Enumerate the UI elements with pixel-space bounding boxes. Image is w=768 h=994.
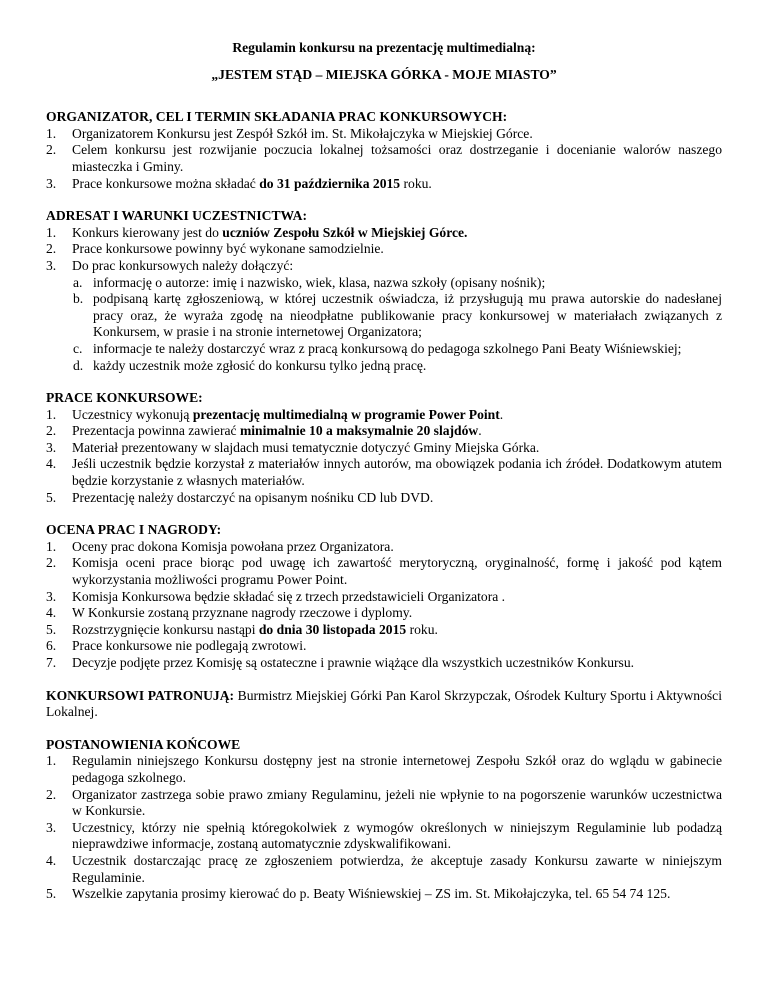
list-item	[46, 853, 722, 886]
item-number: 2.	[46, 555, 57, 571]
numbered-list	[46, 539, 722, 672]
item-number: 2.	[46, 241, 57, 257]
section-participants	[46, 208, 722, 374]
item-text: W Konkursie zostaną przyznane nagrody rzeczowe i dyplomy.	[72, 605, 413, 621]
item-number: 6.	[46, 638, 57, 654]
patrons-label: KONKURSOWI PATRONUJĄ:	[46, 687, 235, 703]
list-item	[46, 555, 722, 588]
format-requirement: prezentację multimedialną w programie Power Point	[192, 406, 500, 422]
item-text: Komisja Konkursowa będzie składać się z trzech przedstawicieli Organizatora .	[72, 588, 506, 604]
list-item	[46, 275, 722, 292]
item-letter: a.	[73, 274, 83, 290]
list-item	[46, 622, 722, 639]
section-works	[46, 390, 722, 506]
item-text: Prace konkursowe nie podlegają zwrotowi.	[72, 638, 307, 654]
list-item	[46, 225, 722, 242]
item-number: 3.	[46, 175, 57, 191]
item-number: 1.	[46, 753, 57, 769]
list-item	[46, 407, 722, 424]
list-item	[46, 341, 722, 358]
item-text: Regulamin niniejszego Konkursu dostępny jest na stronie internetowej Zespołu Szkół oraz do wglądu w gabinecie pedagoga szkolnego.	[72, 753, 722, 785]
list-item	[46, 655, 722, 672]
item-text: Prezentacja powinna zawierać	[72, 423, 240, 439]
list-item	[46, 589, 722, 606]
section-evaluation	[46, 522, 722, 671]
item-number: 2.	[46, 423, 57, 439]
list-item	[46, 126, 722, 143]
document-subtitle: „JESTEM STĄD – MIEJSKA GÓRKA - MOJE MIASTO”	[211, 66, 557, 82]
item-text: Oceny prac dokona Komisja powołana przez Organizatora.	[72, 538, 394, 554]
patrons-text: Burmistrz Miejskiej Górki Pan Karol Skrzypczak, Ośrodek Kultury Sportu i Aktywności Lokalnej.	[46, 687, 722, 720]
list-item	[46, 456, 722, 489]
item-number: 4.	[46, 456, 57, 472]
list-item	[46, 787, 722, 820]
item-text: Rozstrzygnięcie konkursu nastąpi	[72, 621, 259, 637]
section-heading: ADRESAT I WARUNKI UCZESTNICTWA:	[46, 208, 307, 224]
section-patrons	[46, 688, 722, 721]
numbered-list	[46, 407, 722, 507]
item-text: Organizator zastrzega sobie prawo zmiany Regulaminu, jeżeli nie wpłynie to na pogorszenie warunków uczestnictwa w Konkursie.	[72, 786, 722, 819]
item-number: 4.	[46, 852, 57, 868]
list-item	[46, 539, 722, 556]
item-number: 3.	[46, 588, 57, 604]
item-text: Uczestnicy, którzy nie spełnią któregokolwiek z wymogów określonych w niniejszym Regulaminie lub podadzą nieprawdziwe informacje, zostaną automatycznie zdyskwalifikowani.	[72, 819, 722, 852]
item-text: Organizatorem Konkursu jest Zespół Szkół im. St. Mikołajczyka w Miejskiej Górce.	[72, 125, 533, 141]
item-number: 4.	[46, 605, 57, 621]
list-item	[46, 440, 722, 457]
item-number: 2.	[46, 142, 57, 158]
section-heading: PRACE KONKURSOWE:	[46, 390, 203, 406]
target-audience: uczniów Zespołu Szkół w Miejskiej Górce.	[222, 224, 468, 240]
section-heading: OCENA PRAC I NAGRODY:	[46, 522, 222, 538]
list-item	[46, 638, 722, 655]
list-item	[46, 423, 722, 440]
list-item	[46, 886, 722, 903]
item-number: 5.	[46, 886, 57, 902]
list-item	[46, 490, 722, 507]
list-item	[46, 142, 722, 175]
item-number: 1.	[46, 406, 57, 422]
item-text: Celem konkursu jest rozwijanie poczucia lokalnej tożsamości oraz dostrzeganie i docenianie walorów naszego miasteczka i Gminy.	[72, 142, 722, 174]
section-heading: POSTANOWIENIA KOŃCOWE	[46, 736, 241, 752]
item-text: Konkurs kierowany jest do	[72, 224, 223, 240]
item-letter: c.	[73, 340, 83, 356]
section-organizer	[46, 109, 722, 192]
results-date: do dnia 30 listopada 2015	[258, 621, 407, 637]
item-text: Do prac konkursowych należy dołączyć:	[72, 257, 294, 273]
item-text: Komisja oceni prace biorąc pod uwagę ich zawartość merytoryczną, oryginalność, formę i jakość pod kątem wykorzystania możliwości programu Power Point.	[72, 555, 722, 588]
list-item	[46, 258, 722, 275]
numbered-list	[46, 126, 722, 192]
item-number: 1.	[46, 538, 57, 554]
item-text: roku.	[400, 175, 432, 191]
item-text: Wszelkie zapytania prosimy kierować do p. Beaty Wiśniewskiej – ZS im. St. Mikołajczyka, tel. 65 54 74 125.	[72, 886, 671, 902]
item-number: 2.	[46, 786, 57, 802]
item-text: Uczestnik dostarczając pracę ze zgłoszeniem potwierdza, że akceptuje zasady Konkursu zawarte w niniejszym Regulaminie.	[72, 852, 722, 885]
item-text: Uczestnicy wykonują	[72, 406, 193, 422]
item-number: 3.	[46, 257, 57, 273]
item-number: 5.	[46, 489, 57, 505]
section-final-provisions	[46, 737, 722, 903]
numbered-list	[46, 225, 722, 275]
item-text: Jeśli uczestnik będzie korzystał z materiałów innych autorów, ma obowiązek podania ich źródeł. Dodatkowym atutem będzie korzystanie z własnych materiałów.	[72, 456, 722, 489]
list-item	[46, 358, 722, 375]
document-title: Regulamin konkursu na prezentację multimedialną:	[232, 40, 536, 55]
lettered-list	[46, 275, 722, 375]
item-letter: d.	[73, 357, 84, 373]
list-item	[46, 820, 722, 853]
item-number: 3.	[46, 439, 57, 455]
item-text: informację o autorze: imię i nazwisko, wiek, klasa, nazwa szkoły (opisany nośnik);	[93, 274, 546, 290]
item-text: Decyzje podjęte przez Komisję są ostateczne i prawnie wiążące dla wszystkich uczestników Konkursu.	[72, 655, 635, 670]
item-number: 7.	[46, 655, 57, 670]
item-letter: b.	[73, 291, 84, 307]
item-text: Materiał prezentowany w slajdach musi tematycznie dotyczyć Gminy Miejska Górka.	[72, 439, 540, 455]
item-number: 5.	[46, 621, 57, 637]
slide-count-requirement: minimalnie 10 a maksymalnie 20 slajdów	[239, 423, 479, 439]
deadline-date: do 31 października 2015	[259, 175, 401, 191]
item-number: 1.	[46, 224, 57, 240]
patrons-paragraph	[46, 688, 722, 721]
numbered-list	[46, 753, 722, 902]
list-item	[46, 176, 722, 193]
item-text: informacje te należy dostarczyć wraz z pracą konkursową do pedagoga szkolnego Pani Beaty Wiśniewskiej;	[93, 340, 682, 356]
list-item	[46, 291, 722, 341]
item-text: roku.	[406, 621, 438, 637]
section-heading: ORGANIZATOR, CEL I TERMIN SKŁADANIA PRAC KONKURSOWYCH:	[46, 109, 508, 125]
list-item	[46, 605, 722, 622]
item-text: .	[499, 406, 504, 422]
list-item	[46, 241, 722, 258]
item-text: Prezentację należy dostarczyć na opisanym nośniku CD lub DVD.	[72, 489, 434, 505]
item-text: Prace konkursowe można składać	[72, 175, 260, 191]
item-number: 1.	[46, 125, 57, 141]
item-text: .	[478, 423, 482, 439]
list-item	[46, 753, 722, 786]
item-text: podpisaną kartę zgłoszeniową, w której uczestnik oświadcza, iż przysługują mu prawa autorskie do nadesłanej pracy oraz, że wyraża zgodę na nieodpłatne publikowanie pracy konkursowej w materiałach związanych z Konkursem, w prasie i na stronie internetowej Organizatora;	[93, 291, 722, 340]
item-number: 3.	[46, 819, 57, 835]
item-text: każdy uczestnik może zgłosić do konkursu tylko jedną pracę.	[93, 357, 427, 373]
item-text: Prace konkursowe powinny być wykonane samodzielnie.	[72, 241, 384, 257]
